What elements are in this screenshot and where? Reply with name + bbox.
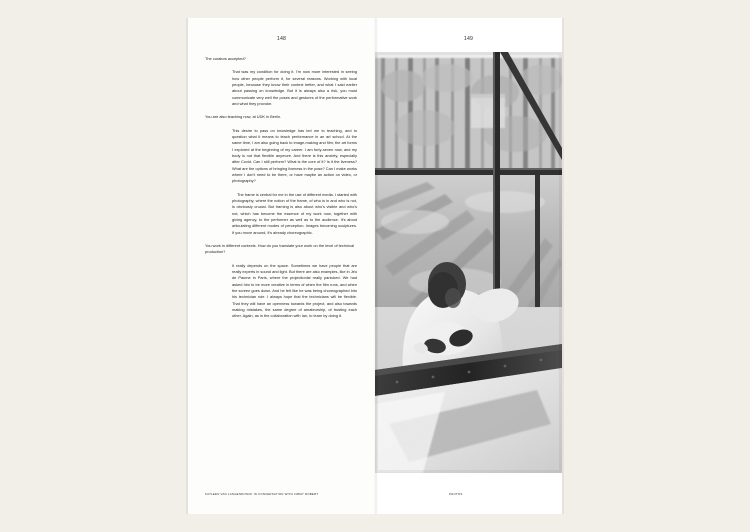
interview-answer: This desire to pass on knowledge has led me to teaching, and to question what it means to teach performance in an art school. At the same time, I am also going back to image-making and film, the art forms I explored at the beginning of my career. I am forty-seven now, and my body is not that flexible anymore. And there is this anxiety, especially after Covid. Can I still perform? What is the core of it? Is it the liveness? What are the options of bringing liveness in the pose? Can I make works where I don't need to be there, or have maybe an action on video, or photography?	[232, 127, 357, 184]
page-number-left: 148	[276, 36, 287, 42]
text-column-left	[205, 56, 357, 326]
photograph-image	[375, 52, 562, 473]
book-spread	[188, 18, 562, 514]
interview-question: You work in different contexts. How do you translate your work on the level of technical production?	[205, 242, 355, 255]
running-footer-right: PHOTOS	[449, 492, 463, 496]
interview-answer: That was my condition for doing it. I'm now more interested in seeing how other people perform it, for several reasons. Working with local people, because they know their context better, and what I said earlier about passing on knowledge. But it is always also a risk, you must communicate very well the poses and gestures of the performative work and what they provoke.	[232, 69, 357, 106]
interview-answer: It really depends on the space. Sometimes we have people that are really experts in sound and light. But there are also examples, like in Jeu de Paume in Paris, where the projectionist really panicked. We had asked him to be more creative in terms of when the film runs, and when the screen goes down. And he felt like he was being choreographed into his technician role. I always hope that the technicians will be flexible. That they will have an openness towards the project, and also towards making mistakes, the same degree of amateurship, of trusting each other. Again, as in the collaboration with Ian, to learn by doing it.	[232, 262, 357, 319]
page-left	[188, 18, 375, 514]
page-number-right: 149	[463, 36, 474, 42]
running-footer-left: KATLEEN VAN LANGENDONCK IN CONVERSATION WITH JIMMY ROBERT	[205, 492, 319, 496]
interview-answer: The frame is central for me in the use of different media. I started with photography, where the notion of the frame, of who is in and who is not, is obviously crucial. But framing is also about who's visible and who's not, which has become the essence of my work now, together with giving agency, to the performer as well as to the audience. It's about articulating different modes of perception. Images becoming sculptures. If you move around, it's already choreographic.	[232, 191, 357, 235]
interview-question: The curators accepted?	[205, 56, 246, 61]
photograph	[375, 52, 562, 473]
page-right	[375, 18, 562, 514]
interview-question: You are also teaching now, at UDK in Berlin.	[205, 114, 282, 120]
